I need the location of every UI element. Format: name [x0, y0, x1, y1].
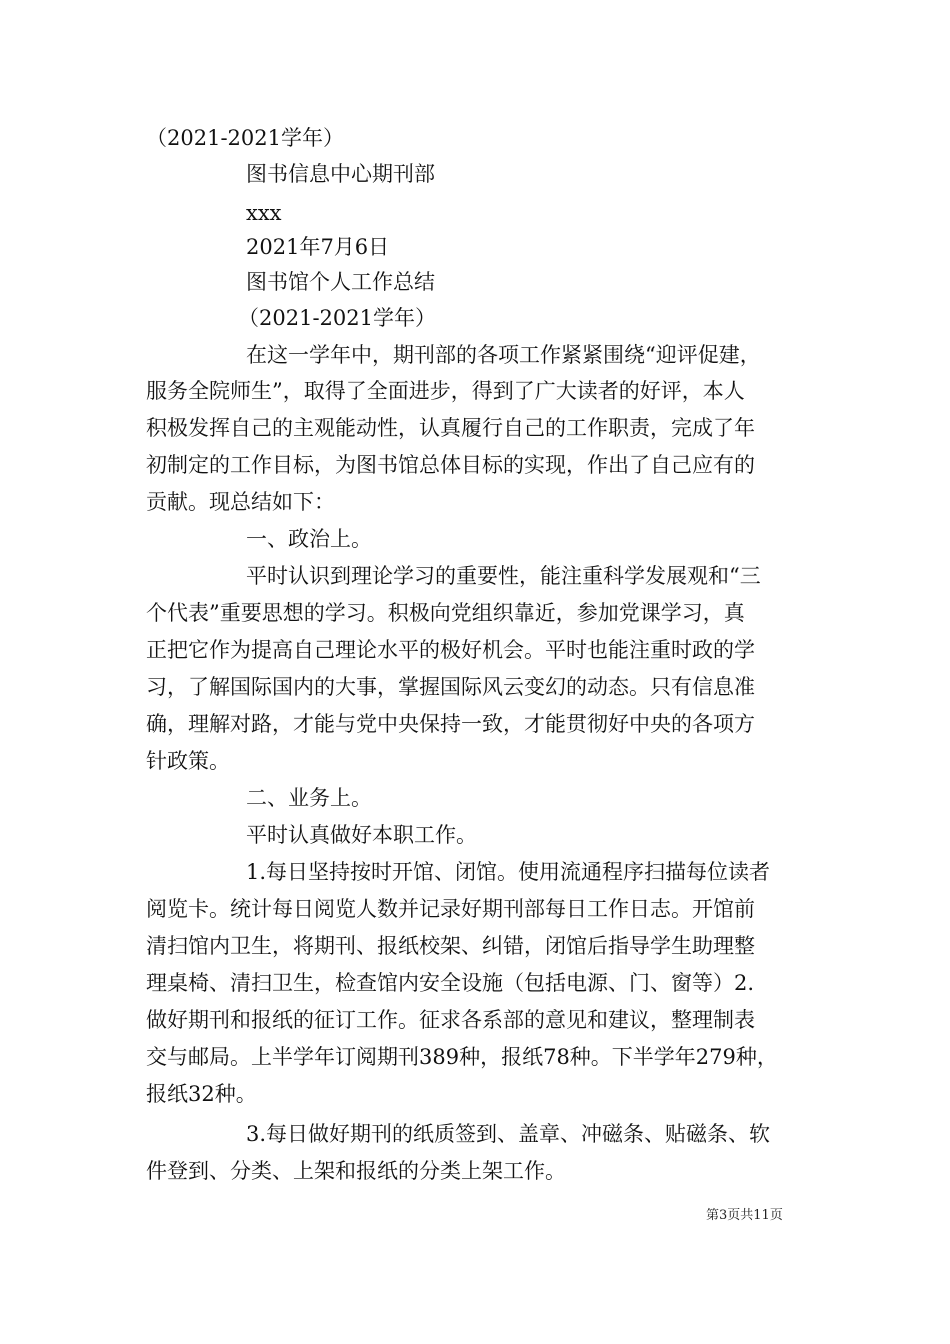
item1-line: 理桌椅、清扫卫生，检查馆内安全设施（包括电源、门、窗等）2. — [146, 971, 755, 995]
intro-line: 在这一学年中，期刊部的各项工作紧紧围绕“迎评促建， — [246, 343, 761, 367]
author-name: xxx — [246, 201, 282, 225]
politics-line: 习，了解国际国内的大事，掌握国际风云变幻的动态。只有信息准 — [146, 675, 755, 699]
politics-line: 平时认识到理论学习的重要性，能注重科学发展观和“三 — [246, 564, 761, 588]
politics-line: 针政策。 — [146, 749, 230, 773]
intro-line: 初制定的工作目标，为图书馆总体目标的实现，作出了自己应有的 — [146, 453, 755, 477]
item3-line: 3.每日做好期刊的纸质签到、盖章、冲磁条、贴磁条、软 — [246, 1122, 771, 1146]
document-title: 图书馆个人工作总结 — [246, 270, 435, 294]
business-intro: 平时认真做好本职工作。 — [246, 823, 477, 847]
item1-line: 交与邮局。上半学年订阅期刊389种，报纸78种。下半学年279种， — [146, 1045, 778, 1069]
item1-line: 清扫馆内卫生，将期刊、报纸校架、纠错，闭馆后指导学生助理整 — [146, 934, 755, 958]
politics-line: 确，理解对路，才能与党中央保持一致，才能贯彻好中央的各项方 — [146, 712, 755, 736]
section-heading-politics: 一、政治上。 — [246, 527, 372, 551]
intro-line: 贡献。现总结如下： — [146, 490, 335, 514]
item1-line: 做好期刊和报纸的征订工作。征求各系部的意见和建议，整理制表 — [146, 1008, 755, 1032]
item1-line: 阅览卡。统计每日阅览人数并记录好期刊部每日工作日志。开馆前 — [146, 897, 755, 921]
politics-line: 正把它作为提高自己理论水平的极好机会。平时也能注重时政的学 — [146, 638, 755, 662]
year-range-sub: （2021-2021学年） — [238, 306, 436, 330]
item1-line: 1.每日坚持按时开馆、闭馆。使用流通程序扫描每位读者 — [246, 860, 771, 884]
section-heading-business: 二、业务上。 — [246, 786, 372, 810]
page-footer: 第3页共11页 — [706, 1208, 783, 1223]
intro-line: 服务全院师生”，取得了全面进步，得到了广大读者的好评，本人 — [146, 379, 745, 403]
document-date: 2021年7月6日 — [246, 235, 390, 259]
item1-line: 报纸32种。 — [146, 1082, 257, 1106]
department-name: 图书信息中心期刊部 — [246, 162, 435, 186]
intro-line: 积极发挥自己的主观能动性，认真履行自己的工作职责，完成了年 — [146, 416, 755, 440]
year-range-top: （2021-2021学年） — [146, 126, 344, 150]
politics-line: 个代表”重要思想的学习。积极向党组织靠近，参加党课学习，真 — [146, 601, 745, 625]
item3-line: 件登到、分类、上架和报纸的分类上架工作。 — [146, 1159, 566, 1183]
